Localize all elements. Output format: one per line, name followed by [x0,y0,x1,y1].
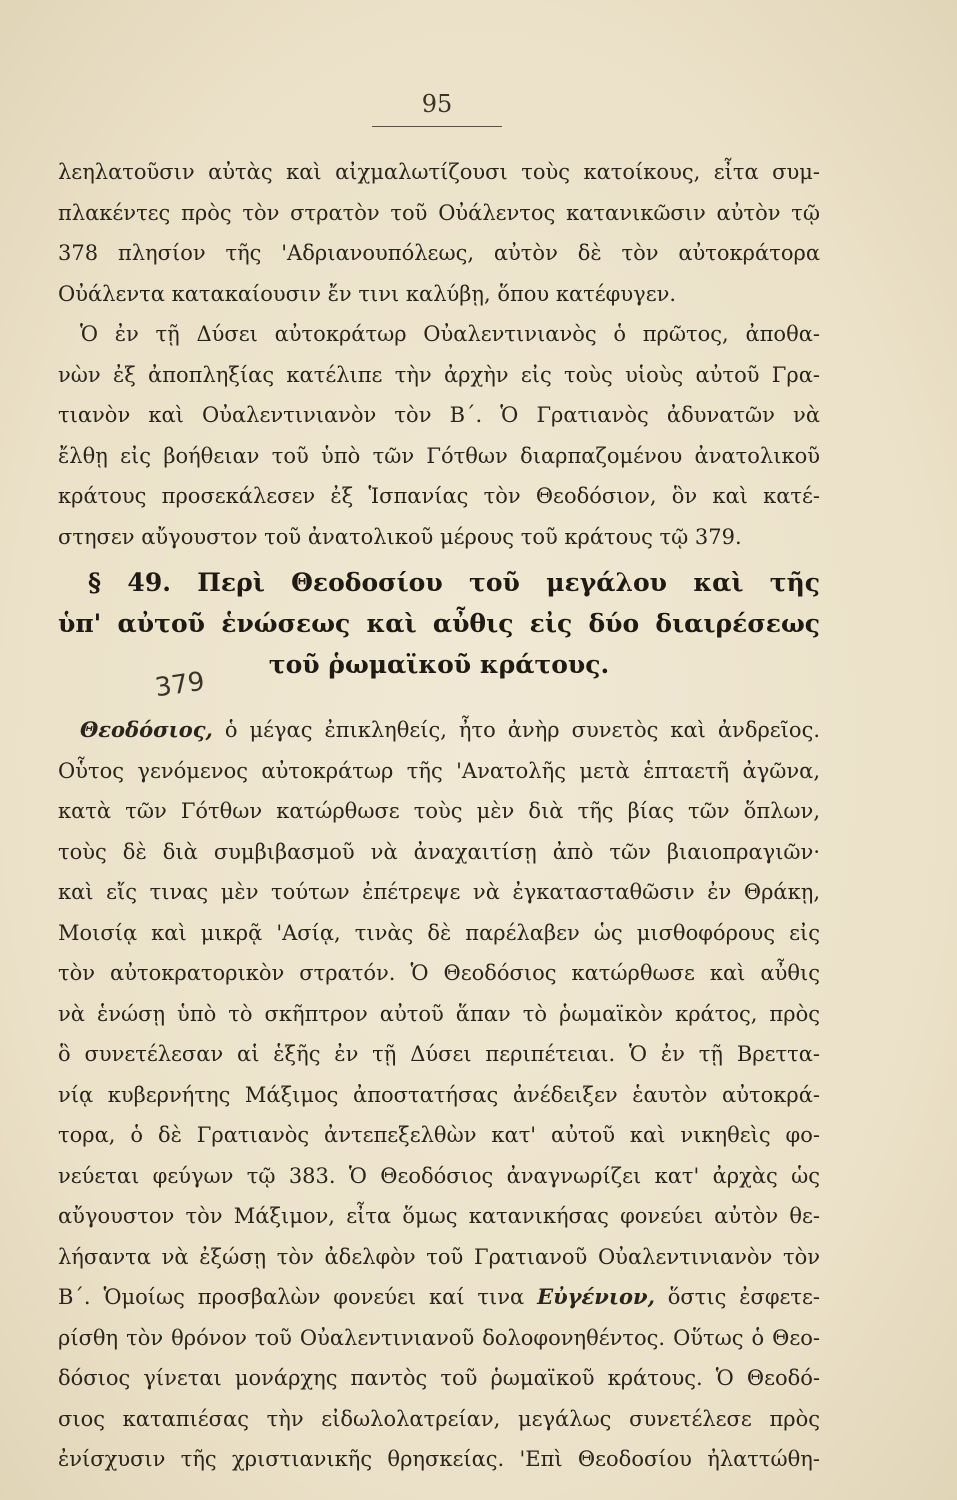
handwritten-margin-note: 379 [153,666,207,704]
text-line: νὰ ἑνώσῃ ὑπὸ τὸ σκῆπτρον αὐτοῦ ἅπαν τὸ ῥωμαϊκὸν κράτος, πρὸς [58,1001,820,1026]
text-line: τιανὸν καὶ Οὐαλεντινιανὸν τὸν Β΄. Ὁ Γρατιανὸς ἀδυνατῶν νὰ [58,403,820,427]
text-line: στησεν αὔγουστον τοῦ ἀνατολικοῦ μέρους τοῦ κράτους τῷ 379. [58,524,742,549]
text-line: νίᾳ κυβερνήτης Μάξιμος ἀποστατήσας ἀνέδειξεν ἑαυτὸν αὐτοκρά- [58,1082,820,1107]
text-line: Ὁ ἐν τῇ Δύσει αὐτοκράτωρ Οὐαλεντινιανὸς ὁ πρῶτος, ἀποθα- [80,322,820,346]
heading-line: § 49. Περὶ Θεοδοσίου τοῦ μεγάλου καὶ τῆς [88,568,820,597]
text-line: νεύεται φεύγων τῷ 383. Ὁ Θεοδόσιος ἀναγνωρίζει κατ' ἀρχὰς ὡς [58,1163,820,1188]
text-line: κατὰ τῶν Γότθων κατώρθωσε τοὺς μὲν διὰ τῆς βίας τῶν ὅπλων, [58,799,820,823]
text-line: Οὐάλεντα κατακαίουσιν ἔν τινι καλύβῃ, ὅπου κατέφυγεν. [58,281,677,306]
text-line: ἔλθῃ εἰς βοήθειαν τοῦ ὑπὸ τῶν Γότθων διαρπαζομένου ἀνατολικοῦ [58,443,820,468]
body-paragraph [58,710,820,1480]
text-span: ὁ μέγας ἐπικληθείς, ἦτο ἀνὴρ συνετὸς καὶ ἀνδρεῖος. [212,718,820,742]
text-span: Β΄. Ὁμοίως προσβαλὼν φονεύει καί τινα [58,1285,538,1309]
text-line: τορα, ὁ δὲ Γρατιανὸς ἀντεπεξελθὼν κατ' αὐτοῦ καὶ νικηθεὶς φο- [58,1123,820,1147]
text-line: νὼν ἐξ ἀποπληξίας κατέλιπε τὴν ἀρχὴν εἰς τοὺς υἱοὺς αὐτοῦ Γρα- [58,362,820,387]
text-line: λήσαντα νὰ ἐξώσῃ τὸν ἀδελφὸν τοῦ Γρατιανοῦ Οὐαλεντινιανὸν τὸν [58,1244,820,1269]
text-line [58,710,820,751]
text-line: Οὗτος γενόμενος αὐτοκράτωρ τῆς 'Ανατολῆς μετὰ ἑπταετῆ ἀγῶνα, [58,758,820,783]
text-line: λεηλατοῦσιν αὐτὰς καὶ αἰχμαλωτίζουσι τοὺς κατοίκους, εἶτα συμ- [58,160,820,184]
heading-line: ὑπ' αὐτοῦ ἑνώσεως καὶ αὖθις εἰς δύο διαιρέσεως [58,609,820,638]
text-line: πλακέντες πρὸς τὸν στρατὸν τοῦ Οὐάλεντος κατανικῶσιν αὐτὸν τῷ [58,200,820,225]
text-line: κράτους προσεκάλεσεν ἐξ Ἱσπανίας τὸν Θεοδόσιον, ὃν καὶ κατέ- [58,484,820,508]
section-heading [58,562,820,685]
text-line: 378 πλησίον τῆς 'Αδριανουπόλεως, αὐτὸν δὲ τὸν αὐτοκράτορα [58,241,820,265]
page-number: 95 [421,90,453,118]
text-line: καὶ εἴς τινας μὲν τούτων ἐπέτρεψε νὰ ἐγκατασταθῶσιν ἐν Θράκῃ, [58,880,820,904]
top-paragraphs [58,152,820,557]
text-line: Μοισίᾳ καὶ μικρᾷ 'Ασίᾳ, τινὰς δὲ παρέλαβεν ὡς μισθοφόρους εἰς [58,920,820,945]
emphasized-name: Θεοδόσιος, [80,717,213,742]
text-line: τὸν αὐτοκρατορικὸν στρατόν. Ὁ Θεοδόσιος κατώρθωσε καὶ αὖθις [58,961,820,985]
text-line [58,1277,820,1318]
header-rule [372,126,502,127]
text-line: ρίσθη τὸν θρόνον τοῦ Οὐαλεντινιανοῦ δολοφονηθέντος. Οὕτως ὁ Θεο- [58,1325,820,1350]
text-line: τοὺς δὲ διὰ συμβιβασμοῦ νὰ ἀναχαιτίσῃ ἀπὸ τῶν βιαιοπραγιῶν· [58,839,820,864]
heading-line: τοῦ ῥωμαϊκοῦ κράτους. [268,650,610,679]
text-line: δόσιος γίνεται μονάρχης παντὸς τοῦ ῥωμαϊκοῦ κράτους. Ὁ Θεοδό- [58,1366,820,1390]
text-line: αὔγουστον τὸν Μάξιμον, εἶτα ὅμως κατανικήσας φονεύει αὐτὸν θε- [58,1204,820,1228]
text-line: ὃ συνετέλεσαν αἱ ἑξῆς ἐν τῇ Δύσει περιπέτειαι. Ὁ ἐν τῇ Βρεττα- [58,1042,820,1066]
text-span: ὅστις ἐσφετε- [654,1285,820,1309]
text-line: ἐνίσχυσιν τῆς χριστιανικῆς θρησκείας. 'Επὶ Θεοδοσίου ἠλαττώθη- [58,1447,820,1471]
text-line: σιος καταπιέσας τὴν εἰδωλολατρείαν, μεγάλως συνετέλεσε πρὸς [58,1406,820,1431]
emphasized-name: Εὐγένιον, [537,1284,655,1309]
